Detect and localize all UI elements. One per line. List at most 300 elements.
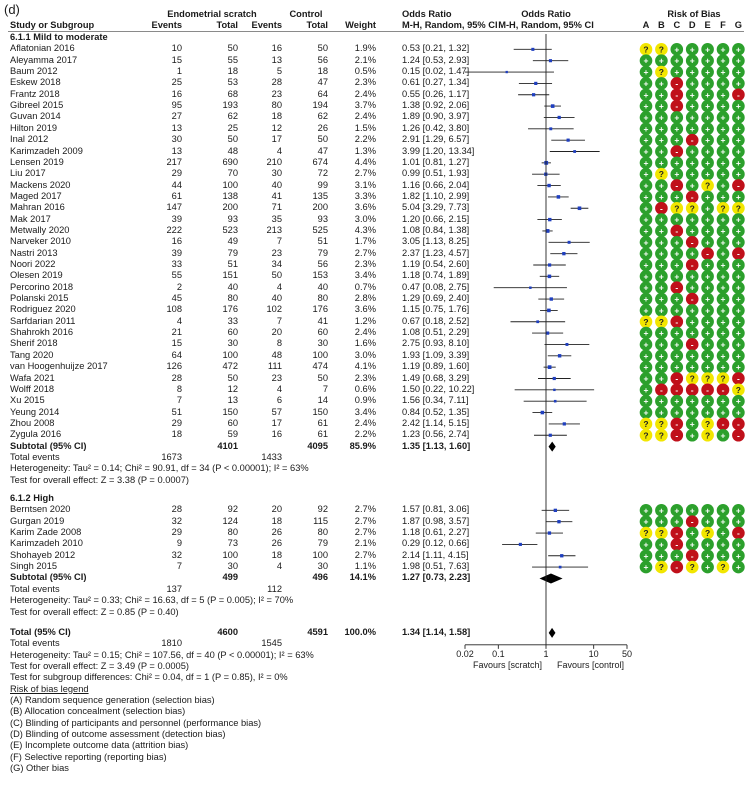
total-scratch: 25	[227, 122, 238, 133]
bias-symbol: +	[643, 67, 649, 78]
total-control: 7	[322, 383, 328, 394]
bias-symbol: -	[675, 101, 679, 112]
bias-symbol: +	[735, 67, 741, 78]
events-scratch: 27	[171, 111, 182, 122]
bias-symbol: +	[674, 135, 680, 146]
bias-symbol: +	[720, 316, 726, 327]
study-name: Aflatonian 2016	[10, 43, 75, 54]
events-scratch: 18	[171, 429, 182, 440]
bias-symbol: +	[643, 55, 649, 66]
study-weight: 2.2%	[354, 134, 376, 145]
total-events-label: Total events	[10, 451, 60, 462]
study-name: Yeung 2014	[10, 406, 60, 417]
bias-symbol: +	[643, 225, 649, 236]
study-name: Karimzadeh 2009	[10, 145, 83, 156]
study-name: Mahran 2016	[10, 202, 65, 213]
bias-symbol: +	[658, 271, 664, 282]
bias-symbol: +	[658, 146, 664, 157]
bias-symbol: -	[706, 248, 710, 259]
bias-symbol: +	[674, 362, 680, 373]
header-total2: Total	[306, 20, 328, 30]
header-events2: Events	[251, 20, 282, 30]
study-odds-ratio: 1.20 [0.66, 2.15]	[402, 213, 470, 224]
bias-symbol: +	[720, 123, 726, 134]
events-scratch: 9	[176, 538, 182, 549]
total-control: 60	[317, 327, 328, 338]
total-control: 41	[317, 315, 328, 326]
total-control: 194	[312, 100, 328, 111]
study-weight: 4.1%	[354, 361, 376, 372]
bias-symbol: +	[705, 78, 711, 89]
events-scratch: 126	[166, 361, 182, 372]
overall-events-label: Total events	[10, 638, 60, 649]
events-scratch: 39	[171, 247, 182, 258]
study-odds-ratio: 1.29 [0.69, 2.40]	[402, 293, 470, 304]
bias-symbol: +	[735, 260, 741, 270]
bias-symbol: +	[643, 180, 649, 191]
header-bias-A: A	[642, 20, 650, 30]
total-scratch: 100	[222, 349, 238, 360]
events-scratch: 28	[171, 504, 182, 515]
bias-symbol: +	[720, 248, 726, 259]
bias-symbol: +	[705, 225, 711, 236]
total-scratch: 60	[227, 327, 238, 338]
subgroup-title: 6.1.2 High	[10, 493, 54, 503]
total-control: 51	[317, 236, 328, 247]
bias-symbol: +	[643, 203, 649, 214]
events-control: 4	[276, 383, 282, 394]
bias-symbol: -	[736, 180, 740, 191]
header-group2: Control	[289, 9, 323, 19]
bias-symbol: +	[674, 169, 680, 180]
favours-right-label: Favours [control]	[556, 659, 625, 670]
study-weight: 2.4%	[354, 417, 376, 428]
study-name: Olesen 2019	[10, 270, 63, 281]
effect-marker	[558, 354, 561, 357]
events-scratch: 29	[171, 417, 182, 428]
bias-symbol: ?	[720, 562, 726, 573]
bias-symbol: ?	[643, 316, 649, 327]
bias-symbol: +	[689, 505, 695, 516]
legend-item: (F) Selective reporting (reporting bias)	[10, 751, 167, 762]
effect-marker	[551, 104, 555, 108]
events-control: 4	[276, 281, 282, 292]
total-control: 30	[317, 338, 328, 349]
bias-symbol: +	[735, 78, 741, 89]
events-control: 18	[271, 549, 282, 560]
bias-symbol: -	[690, 384, 694, 395]
study-name: Narveker 2010	[10, 236, 71, 247]
effect-marker	[557, 195, 561, 199]
study-odds-ratio: 2.42 [1.14, 5.15]	[402, 417, 470, 428]
bias-symbol: -	[736, 418, 740, 429]
total-control: 474	[312, 361, 328, 372]
header-risk-of-bias: Risk of Bias	[667, 9, 721, 19]
events-control: 17	[271, 134, 282, 145]
study-odds-ratio: 1.49 [0.68, 3.29]	[402, 372, 470, 383]
header-bias-D: D	[688, 20, 696, 30]
bias-symbol: ?	[704, 430, 711, 441]
bias-symbol: +	[674, 339, 680, 350]
bias-symbol: -	[675, 539, 679, 550]
effect-marker	[559, 566, 562, 569]
events-scratch: 1	[176, 66, 182, 77]
bias-symbol: +	[643, 146, 649, 157]
x-tick-label: 0.1	[492, 648, 505, 659]
bias-symbol: +	[658, 305, 664, 316]
bias-symbol: -	[690, 260, 694, 270]
bias-symbol: +	[689, 305, 695, 316]
study-weight: 3.0%	[354, 349, 376, 360]
bias-symbol: +	[720, 294, 726, 305]
bias-symbol: +	[689, 169, 695, 180]
total-events-label: Total events	[10, 583, 60, 594]
bias-symbol: +	[689, 430, 695, 441]
total-label: Total (95% CI)	[10, 626, 71, 637]
bias-symbol: +	[735, 44, 741, 55]
study-weight: 2.3%	[354, 372, 376, 383]
bias-symbol: +	[720, 362, 726, 373]
study-odds-ratio: 1.98 [0.51, 7.63]	[402, 561, 470, 572]
bias-symbol: -	[690, 294, 694, 305]
bias-symbol: +	[674, 271, 680, 282]
total-scratch: 100	[222, 549, 238, 560]
bias-symbol: +	[705, 350, 711, 361]
total-events-control: 1433	[261, 451, 282, 462]
effect-marker	[568, 241, 571, 244]
events-control: 20	[271, 504, 282, 515]
events-scratch: 8	[176, 383, 182, 394]
study-odds-ratio: 1.19 [0.54, 2.60]	[402, 259, 470, 269]
events-scratch: 44	[171, 179, 182, 190]
study-name: Lensen 2019	[10, 156, 64, 167]
bias-symbol: -	[659, 203, 663, 214]
bias-symbol: +	[689, 214, 695, 225]
events-scratch: 64	[171, 349, 182, 360]
total-scratch: 690	[222, 156, 238, 167]
total-scratch: 472	[222, 361, 238, 372]
bias-symbol: +	[705, 146, 711, 157]
bias-symbol: +	[689, 89, 695, 100]
bias-symbol: +	[658, 328, 664, 339]
bias-symbol: +	[674, 516, 680, 527]
bias-symbol: +	[735, 294, 741, 305]
study-weight: 3.0%	[354, 213, 376, 224]
bias-symbol: +	[720, 101, 726, 112]
study-name: Hilton 2019	[10, 122, 58, 133]
x-tick-label: 10	[588, 648, 599, 659]
events-control: 20	[271, 327, 282, 338]
bias-symbol: +	[735, 505, 741, 516]
events-scratch: 45	[171, 293, 182, 304]
events-control: 7	[276, 236, 282, 247]
events-control: 35	[271, 213, 282, 224]
total-scratch: 92	[227, 504, 238, 515]
effect-marker	[554, 400, 557, 403]
bias-symbol: +	[705, 328, 711, 339]
bias-symbol: ?	[704, 418, 711, 429]
study-weight: 3.1%	[354, 179, 376, 190]
study-weight: 2.4%	[354, 111, 376, 122]
total-scratch: 73	[227, 538, 238, 549]
legend-item: (C) Blinding of participants and personnel (performance bias)	[10, 717, 262, 728]
effect-marker	[541, 411, 545, 415]
bias-symbol: +	[705, 396, 711, 407]
bias-symbol: +	[720, 191, 726, 202]
bias-symbol: ?	[658, 169, 665, 180]
bias-symbol: +	[705, 237, 711, 248]
bias-symbol: +	[689, 539, 695, 550]
effect-marker	[536, 320, 539, 323]
bias-symbol: +	[689, 362, 695, 373]
bias-symbol: +	[658, 180, 664, 191]
total-control: 47	[317, 77, 328, 88]
bias-symbol: +	[689, 528, 695, 539]
bias-symbol: +	[643, 157, 649, 168]
events-control: 4	[276, 145, 282, 156]
events-control: 12	[271, 122, 282, 133]
bias-symbol: +	[658, 135, 664, 146]
study-weight: 2.8%	[354, 293, 376, 304]
legend-item: (A) Random sequence generation (selection bias)	[10, 694, 215, 705]
bias-symbol: +	[720, 146, 726, 157]
subtotal-odds-ratio: 1.35 [1.13, 1.60]	[402, 440, 471, 451]
bias-symbol: -	[736, 373, 740, 384]
bias-symbol: +	[658, 350, 664, 361]
bias-symbol: +	[689, 123, 695, 134]
study-name: Singh 2015	[10, 561, 58, 572]
study-weight: 1.2%	[354, 315, 376, 326]
bias-symbol: -	[659, 384, 663, 395]
bias-symbol: +	[735, 101, 741, 112]
header-method-plot: M-H, Random, 95% CI	[498, 20, 594, 30]
bias-symbol: ?	[704, 528, 711, 539]
bias-symbol: +	[720, 169, 726, 180]
subgroup-differences: Test for subgroup differences: Chi² = 0.04, df = 1 (P = 0.85), I² = 0%	[10, 672, 288, 683]
x-tick-label: 1	[543, 648, 549, 659]
study-name: Polanski 2015	[10, 293, 69, 304]
study-name: Liu 2017	[10, 168, 46, 179]
total-control: 99	[317, 179, 328, 190]
study-weight: 2.7%	[354, 515, 376, 526]
events-control: 23	[271, 247, 282, 258]
bias-symbol: -	[675, 528, 679, 539]
events-control: 102	[266, 304, 282, 315]
bias-symbol: +	[705, 539, 711, 550]
study-odds-ratio: 0.53 [0.21, 1.32]	[402, 43, 470, 54]
bias-symbol: +	[658, 55, 664, 66]
bias-symbol: +	[689, 271, 695, 282]
bias-symbol: +	[735, 146, 741, 157]
study-weight: 2.1%	[354, 538, 376, 549]
bias-symbol: -	[721, 418, 725, 429]
study-name: Tang 2020	[10, 349, 54, 360]
bias-symbol: +	[705, 89, 711, 100]
bias-symbol: +	[689, 396, 695, 407]
bias-symbol: +	[705, 123, 711, 134]
events-control: 5	[276, 66, 282, 77]
bias-symbol: +	[735, 55, 741, 66]
study-name: Karimzadeh 2010	[10, 538, 83, 549]
events-control: 111	[267, 361, 282, 372]
study-name: Shahrokh 2016	[10, 327, 74, 338]
study-name: Gurgan 2019	[10, 515, 65, 526]
study-odds-ratio: 2.75 [0.93, 8.10]	[402, 338, 470, 349]
study-weight: 1.6%	[354, 338, 376, 349]
study-name: Nastri 2013	[10, 247, 58, 258]
study-weight: 2.4%	[354, 327, 376, 338]
total-scratch: 48	[227, 145, 238, 156]
events-scratch: 147	[166, 202, 182, 213]
study-name: Mackens 2020	[10, 179, 71, 190]
study-name: Mak 2017	[10, 213, 51, 224]
bias-symbol: -	[706, 384, 710, 395]
bias-symbol: +	[720, 78, 726, 89]
effect-marker	[548, 218, 551, 221]
bias-symbol: +	[705, 44, 711, 55]
events-control: 50	[271, 270, 282, 281]
study-odds-ratio: 0.55 [0.26, 1.17]	[402, 88, 470, 99]
study-odds-ratio: 1.56 [0.34, 7.11]	[402, 395, 469, 406]
total-control: 50	[317, 134, 328, 145]
bias-symbol: +	[643, 328, 649, 339]
bias-symbol: +	[643, 294, 649, 305]
bias-symbol: ?	[658, 67, 665, 78]
bias-symbol: ?	[735, 384, 742, 395]
bias-symbol: +	[643, 101, 649, 112]
study-weight: 2.4%	[354, 88, 376, 99]
effect-marker	[519, 543, 522, 546]
total-scratch: 523	[222, 224, 238, 235]
bias-symbol: -	[690, 237, 694, 248]
effect-marker	[550, 297, 553, 300]
bias-symbol: ?	[720, 203, 726, 214]
events-scratch: 7	[176, 561, 182, 572]
header-weight: Weight	[345, 20, 376, 30]
total-control: 100	[312, 349, 328, 360]
bias-symbol: +	[674, 407, 680, 418]
total-scratch: 50	[227, 134, 238, 145]
effect-marker	[549, 127, 552, 130]
events-scratch: 30	[171, 134, 182, 145]
events-control: 34	[271, 259, 282, 269]
effect-marker	[563, 422, 566, 425]
subtotal-label: Subtotal (95% CI)	[10, 440, 87, 451]
bias-symbol: +	[705, 157, 711, 168]
total-scratch: 53	[227, 77, 238, 88]
total-control: 92	[317, 504, 328, 515]
effect-marker	[548, 263, 551, 266]
study-weight: 1.9%	[354, 43, 376, 54]
bias-symbol: +	[643, 384, 649, 395]
panel-label: (d)	[4, 2, 20, 17]
study-weight: 4.3%	[354, 224, 376, 235]
bias-symbol: ?	[658, 562, 665, 573]
bias-symbol: +	[720, 328, 726, 339]
bias-symbol: +	[689, 44, 695, 55]
total-control: 62	[317, 111, 328, 122]
total-odds-ratio: 1.34 [1.14, 1.58]	[402, 626, 471, 637]
total-scratch: 50	[227, 372, 238, 383]
study-name: Inal 2012	[10, 134, 49, 145]
bias-symbol: +	[643, 396, 649, 407]
bias-symbol: +	[689, 101, 695, 112]
header-events1: Events	[151, 20, 182, 30]
events-scratch: 16	[171, 236, 182, 247]
bias-symbol: +	[705, 505, 711, 516]
effect-marker	[578, 206, 582, 210]
study-name: Wafa 2021	[10, 372, 55, 383]
total-scratch: 30	[227, 338, 238, 349]
study-weight: 0.5%	[354, 66, 376, 77]
total-scratch: 55	[227, 54, 238, 65]
study-odds-ratio: 3.05 [1.13, 8.25]	[402, 236, 470, 247]
bias-symbol: +	[658, 214, 664, 225]
events-control: 6	[276, 395, 282, 406]
events-scratch: 222	[166, 224, 182, 235]
effect-marker	[562, 252, 565, 255]
total-scratch: 49	[227, 236, 238, 247]
legend-item: (D) Blinding of outcome assessment (detection bias)	[10, 729, 226, 739]
total-control: 80	[317, 293, 328, 304]
effect-marker	[548, 531, 551, 534]
total-scratch: 93	[227, 213, 238, 224]
bias-symbol: +	[720, 214, 726, 225]
study-weight: 2.7%	[354, 527, 376, 538]
bias-symbol: +	[674, 294, 680, 305]
study-name: Xu 2015	[10, 395, 45, 406]
bias-symbol: +	[735, 282, 741, 293]
study-weight: 2.7%	[354, 549, 376, 560]
events-scratch: 21	[171, 327, 182, 338]
study-odds-ratio: 1.57 [0.81, 3.06]	[402, 504, 470, 515]
bias-symbol: +	[658, 516, 664, 527]
total-control: 30	[317, 561, 328, 572]
bias-symbol: +	[658, 362, 664, 373]
legend-item: (B) Allocation concealment (selection bias)	[10, 706, 186, 717]
events-scratch: 16	[171, 88, 182, 99]
favours-left-label: Favours [scratch]	[472, 659, 543, 670]
overall-events-control: 1545	[261, 638, 282, 649]
study-weight: 0.6%	[354, 383, 376, 394]
bias-symbol: +	[643, 350, 649, 361]
bias-symbol: +	[720, 180, 726, 191]
events-scratch: 4	[176, 315, 182, 326]
bias-symbol: +	[735, 550, 741, 561]
bias-symbol: ?	[674, 203, 680, 214]
total-scratch: 33	[227, 315, 238, 326]
events-control: 4	[276, 561, 282, 572]
bias-symbol: +	[720, 350, 726, 361]
bias-symbol: ?	[643, 44, 649, 55]
bias-symbol: -	[675, 78, 679, 89]
effect-marker	[548, 275, 552, 279]
header-odds-ratio-plot: Odds Ratio	[521, 9, 571, 19]
bias-symbol: +	[643, 112, 649, 123]
bias-symbol: +	[674, 328, 680, 339]
study-odds-ratio: 1.82 [1.10, 2.99]	[402, 190, 470, 201]
bias-symbol: +	[705, 316, 711, 327]
study-name: van Hoogenhuijze 2017	[10, 361, 108, 372]
study-name: Percorino 2018	[10, 281, 74, 292]
events-control: 26	[271, 527, 282, 538]
total-total-control: 4591	[307, 626, 328, 637]
bias-symbol: +	[674, 67, 680, 78]
bias-symbol: +	[643, 123, 649, 134]
study-name: Aleyamma 2017	[10, 54, 78, 65]
events-scratch: 32	[171, 549, 182, 560]
total-scratch: 124	[222, 515, 238, 526]
